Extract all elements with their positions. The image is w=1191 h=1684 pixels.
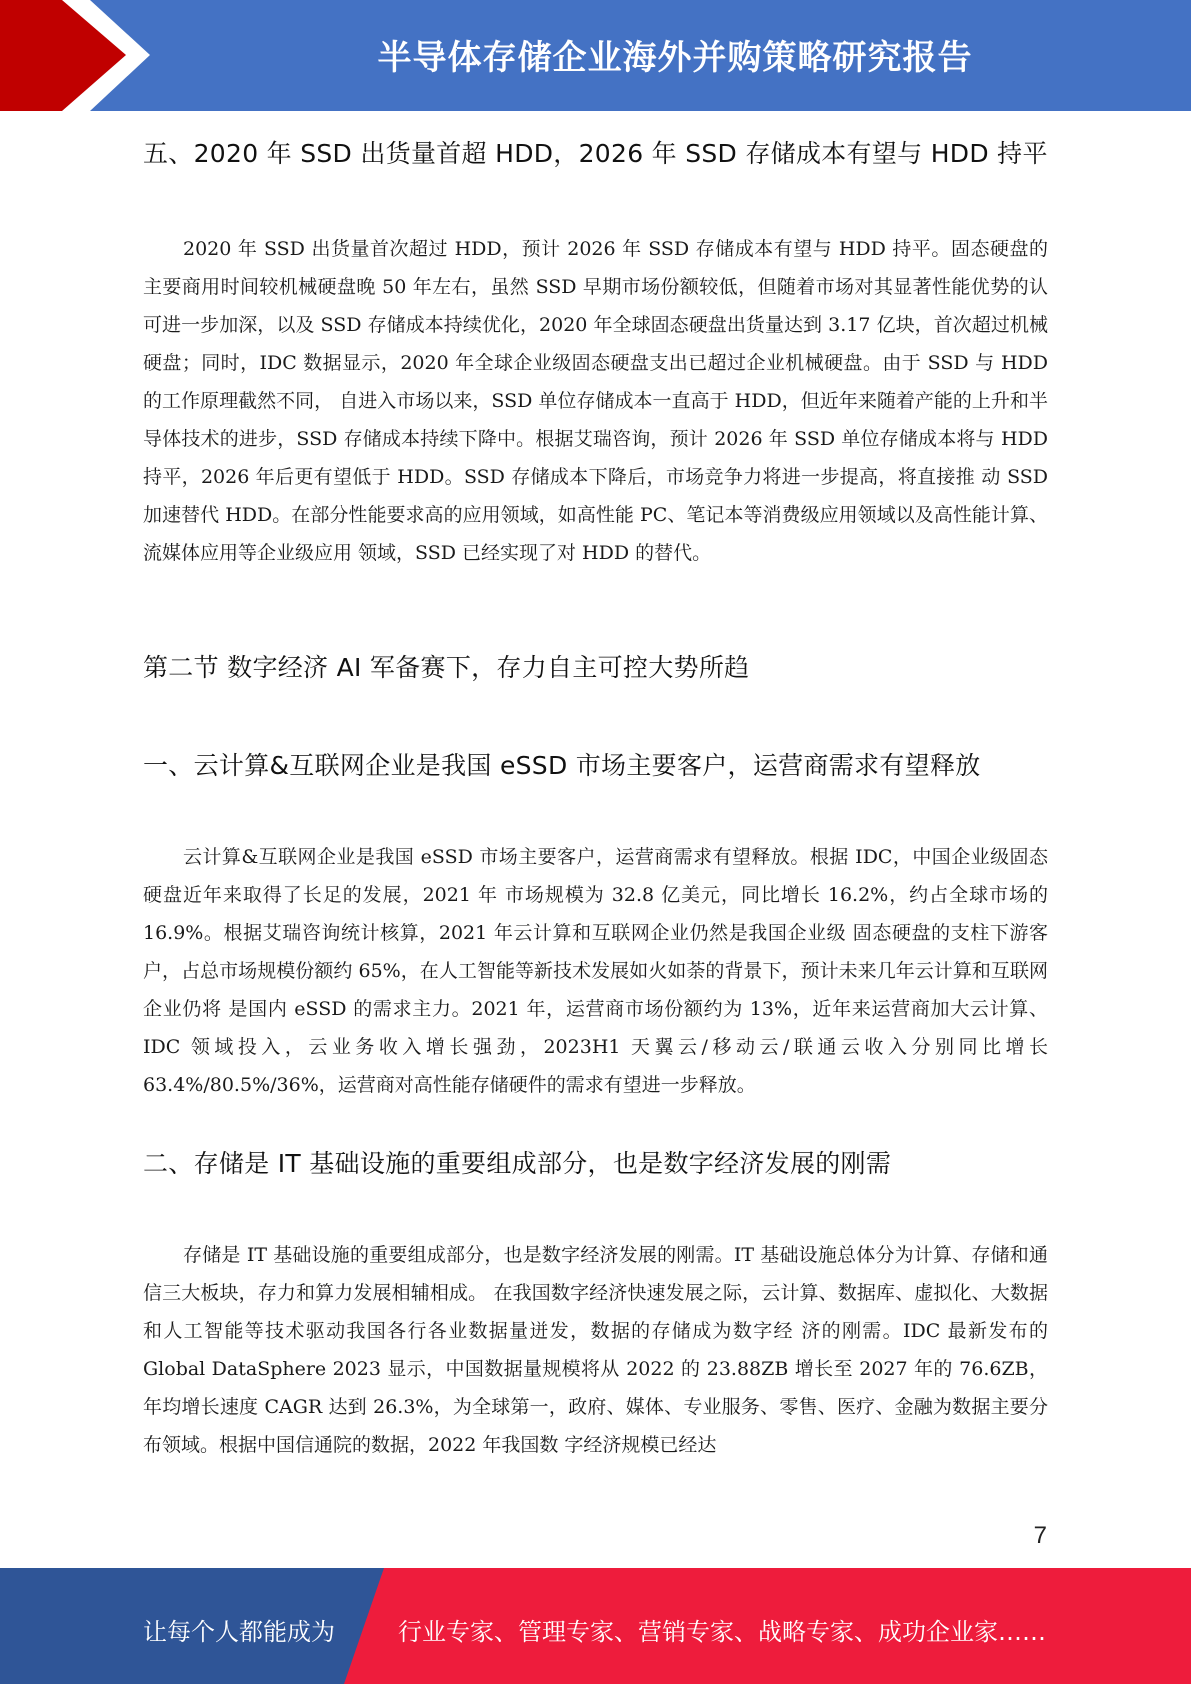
footer-slogan-right: 行业专家、管理专家、营销专家、战略专家、成功企业家…… <box>398 1618 1046 1646</box>
footer-slogan-left: 让每个人都能成为 <box>143 1618 335 1646</box>
page-content <box>143 128 1048 1464</box>
page-footer <box>0 1568 1191 1684</box>
paragraph-storage-infrastructure: 存储是 IT 基础设施的重要组成部分，也是数字经济发展的刚需。IT 基础设施总体分为计算、存储和通信三大板块，存力和算力发展相辅相成。 在我国数字经济快速发展之际，云计算、数据库、虚拟化、大数据和人工智能等技术驱动我国各行各业数据量迸发，数据的存储成为数字经 济的刚需。IDC 最新发布的 Global DataSphere 2023 显示，中国数据量规模将从 2022 的 23.88ZB 增长至 2027 年的 76.6ZB，年均增长速度 CAGR 达到 26.3%，为全球第一，政府、媒体、专业服务、零售、医疗、金融为数据主要分布领域。根据中国信通院的数据，2022 年我国数 字经济规模已经达 <box>143 1244 1048 1456</box>
section-heading-ssd-hdd: 五、2020 年 SSD 出货量首超 HDD，2026 年 SSD 存储成本有望与 HDD 持平 <box>143 139 1048 168</box>
paragraph-ssd-hdd: 2020 年 SSD 出货量首次超过 HDD，预计 2026 年 SSD 存储成本有望与 HDD 持平。固态硬盘的主要商用时间较机械硬盘晚 50 年左右，虽然 SSD 早期市场份额较低，但随着市场对其显著性能优势的认可进一步加深，以及 SSD 存储成本持续优化，2020 年全球固态硬盘出货量达到 3.17 亿块，首次超过机械硬盘；同时，IDC 数据显示，2020 年全球企业级固态硬盘支出已超过企业机械硬盘。由于 SSD 与 HDD 的工作原理截然不同， 自进入市场以来，SSD 单位存储成本一直高于 HDD，但近年来随着产能的上升和半导体技术的进步，SSD 存储成本持续下降中。根据艾瑞咨询，预计 2026 年 SSD 单位存储成本将与 HDD 持平，2026 年后更有望低于 HDD。SSD 存储成本下降后，市场竞争力将进一步提高，将直接推 动 SSD 加速替代 HDD。在部分性能要求高的应用领域，如高性能 PC、笔记本等消费级应用领域以及高性能计算、流媒体应用等企业级应用 领域，SSD 已经实现了对 HDD 的替代。 <box>143 238 1048 564</box>
section-heading-storage-infrastructure: 二、存储是 IT 基础设施的重要组成部分，也是数字经济发展的刚需 <box>143 1149 892 1178</box>
paragraph-essd-customers: 云计算&互联网企业是我国 eSSD 市场主要客户，运营商需求有望释放。根据 IDC，中国企业级固态硬盘近年来取得了长足的发展，2021 年 市场规模为 32.8 亿美元，同比增长 16.2%，约占全球市场的 16.9%。根据艾瑞咨询统计核算，2021 年云计算和互联网企业仍然是我国企业级 固态硬盘的支柱下游客户，占总市场规模份额约 65%，在人工智能等新技术发展如火如荼的背景下，预计未来几年云计算和互联网企业仍将 是国内 eSSD 的需求主力。2021 年，运营商市场份额约为 13%，近年来运营商加大云计算、IDC 领域投入，云业务收入增长强劲，2023H1 天翼云/移动云/联通云收入分别同比增长 63.4%/80.5%/36%，运营商对高性能存储硬件的需求有望进一步释放。 <box>143 846 1048 1096</box>
page-header <box>0 0 1191 111</box>
page-number: 7 <box>1033 1522 1047 1549</box>
chapter-heading-digital-economy: 第二节 数字经济 AI 军备赛下，存力自主可控大势所趋 <box>143 653 750 682</box>
report-title: 半导体存储企业海外并购策略研究报告 <box>377 38 973 78</box>
section-heading-essd-customers: 一、云计算&互联网企业是我国 eSSD 市场主要客户，运营商需求有望释放 <box>143 751 981 780</box>
